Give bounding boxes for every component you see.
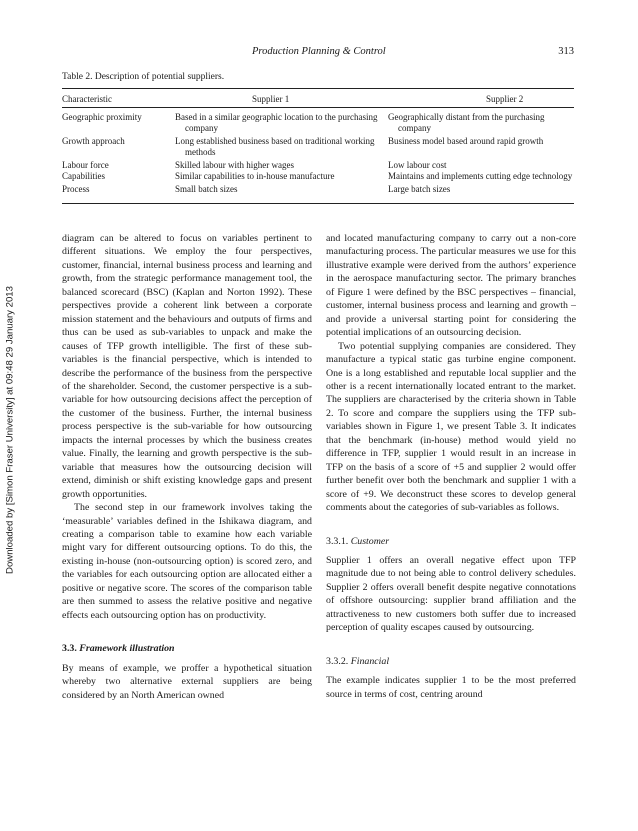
section-title: Framework illustration [79,643,175,655]
cell-supplier-1: Skilled labour with higher wages [175,160,294,170]
subsection-number: 3.3.1. [326,535,349,547]
cell-characteristic: Geographic proximity [62,112,142,122]
cell-characteristic: Process [62,184,90,194]
paragraph: and located manufacturing company to carry out a non-core manufacturing process. The particular measures we use for this illustrative example were derived from the authors’ experience in the aerospace manufacturing sector. The primary branches of Figure 1 were defined by the BSC perspectives – financial, customer, internal business process and learning and growth – and provide a universal starting point for considering the potential implications of an outsourcing decision. [326,233,576,339]
table-bottom-rule [62,203,574,204]
table-row [62,160,574,171]
paragraph: The second step in our framework involves taking the ‘measurable’ variables defined in the Ishikawa diagram, and creating a comparison table to examine how each variable might vary for different outsourcing options. To do this, the existing in-house (non-outsourcing option) is scored zero, and the variables for each outsourcing option are allocated either a positive or negative score. The scores of the comparison table are then summed to assess the relative positive and negative effects each outsourcing option has on productivity. [62,502,312,621]
subsection-heading [326,535,576,548]
table-caption: Table 2. Description of potential suppliers. [62,72,225,82]
table-row [62,112,574,134]
cell-supplier-2: Low labour cost [388,160,447,170]
cell-characteristic: Growth approach [62,136,125,146]
paragraph: Supplier 1 offers an overall negative effect upon TFP magnitude due to not being able to control delivery schedules. Supplier 2 offers overall benefit despite negative connotations of offshore outsourcing: supplier brand affiliation and the attractiveness to new customers both suffer due to increased perception of quality escapes caused by outsourcing. [326,554,576,634]
table-top-rule [62,88,574,89]
journal-title: Production Planning & Control [252,46,386,57]
cell-supplier-2: Large batch sizes [388,184,451,194]
header-supplier-1: Supplier 1 [252,94,290,104]
table-row [62,184,574,195]
table-row [62,136,574,158]
paragraph: By means of example, we proffer a hypothetical situation whereby two alternative external suppliers are being considered by an North American owned [62,662,312,701]
cell-supplier-2: Geographically distant from the purchasing company [388,112,545,133]
cell-supplier-1: Small batch sizes [175,184,238,194]
table-row [62,171,574,182]
cell-supplier-1: Long established business based on traditional working methods [175,136,375,157]
paragraph: The example indicates supplier 1 to be the most preferred source in terms of cost, centring around [326,675,576,700]
paragraph: diagram can be altered to focus on variables pertinent to different situations. We employ the four perspectives, customer, financial, internal business process and learning and growth, from the strategic performance management tool, the balanced scorecard (BSC) (Kaplan and Norton 1992). These perspectives provide a coherent link between a corporate mission statement and the behaviours and outputs of firms and thus can be used as sub-variables to unpack and make the causes of TFP growth intelligible. The first of these sub-variables is the financial perspective, which is intended to describe the performance of the business from the perspective of the shareholder. Second, the customer perspective is a sub-variable for how outsourcing decisions affect the perception of the customer of the business. Further, the internal business process perspective is the sub-variable for how outsourcing impacts the internal processes by which the business creates value. Finally, the learning and growth perspective is the sub-variable that measures how the outsourcing decision will extend, diminish or shift existing knowledge gaps and present growth opportunities. [62,233,312,500]
right-column [326,232,576,701]
download-watermark [4,240,16,620]
paragraph: Two potential supplying companies are considered. They manufacture a typical static gas turbine engine component. One is a long established and reputable local supplier and the other is a recent internationally located entrant to the market. The suppliers are characterised by the criteria shown in Table 2. To score and compare the suppliers using the TFP sub-variables shown in Figure 1, we present Table 3. It indicates that the benchmark (in-house) method would yield no difference in TFP, supplier 1 would result in an increase in TFP on the basis of a score of +5 and supplier 2 would offer further benefit over both the benchmark and supplier 1 with a score of +9. We deconstruct these scores to develop general comments about the categories of sub-variables as follows. [326,340,576,514]
subsection-number: 3.3.2. [326,655,349,667]
download-notice: Downloaded by [Simon Fraser University] at 09:48 29 January 2013 [4,286,16,574]
cell-supplier-2: Maintains and implements cutting edge technology [388,171,573,181]
header-supplier-2: Supplier 2 [486,94,524,104]
cell-characteristic: Capabilities [62,171,105,181]
table-header-rule [62,107,574,108]
left-column [62,232,312,702]
cell-supplier-1: Similar capabilities to in-house manufacture [175,171,335,181]
subsection-title: Customer [350,535,390,547]
cell-supplier-1: Based in a similar geographic location to the purchasing company [175,112,378,133]
cell-supplier-2: Business model based around rapid growth [388,136,544,146]
subsection-title: Financial [350,655,390,667]
section-heading [62,642,312,655]
page-number: 313 [558,46,574,57]
header-characteristic: Characteristic [62,94,112,104]
cell-characteristic: Labour force [62,160,109,170]
table-body [62,112,574,195]
section-number: 3.3. [62,643,77,655]
subsection-heading [326,655,576,668]
